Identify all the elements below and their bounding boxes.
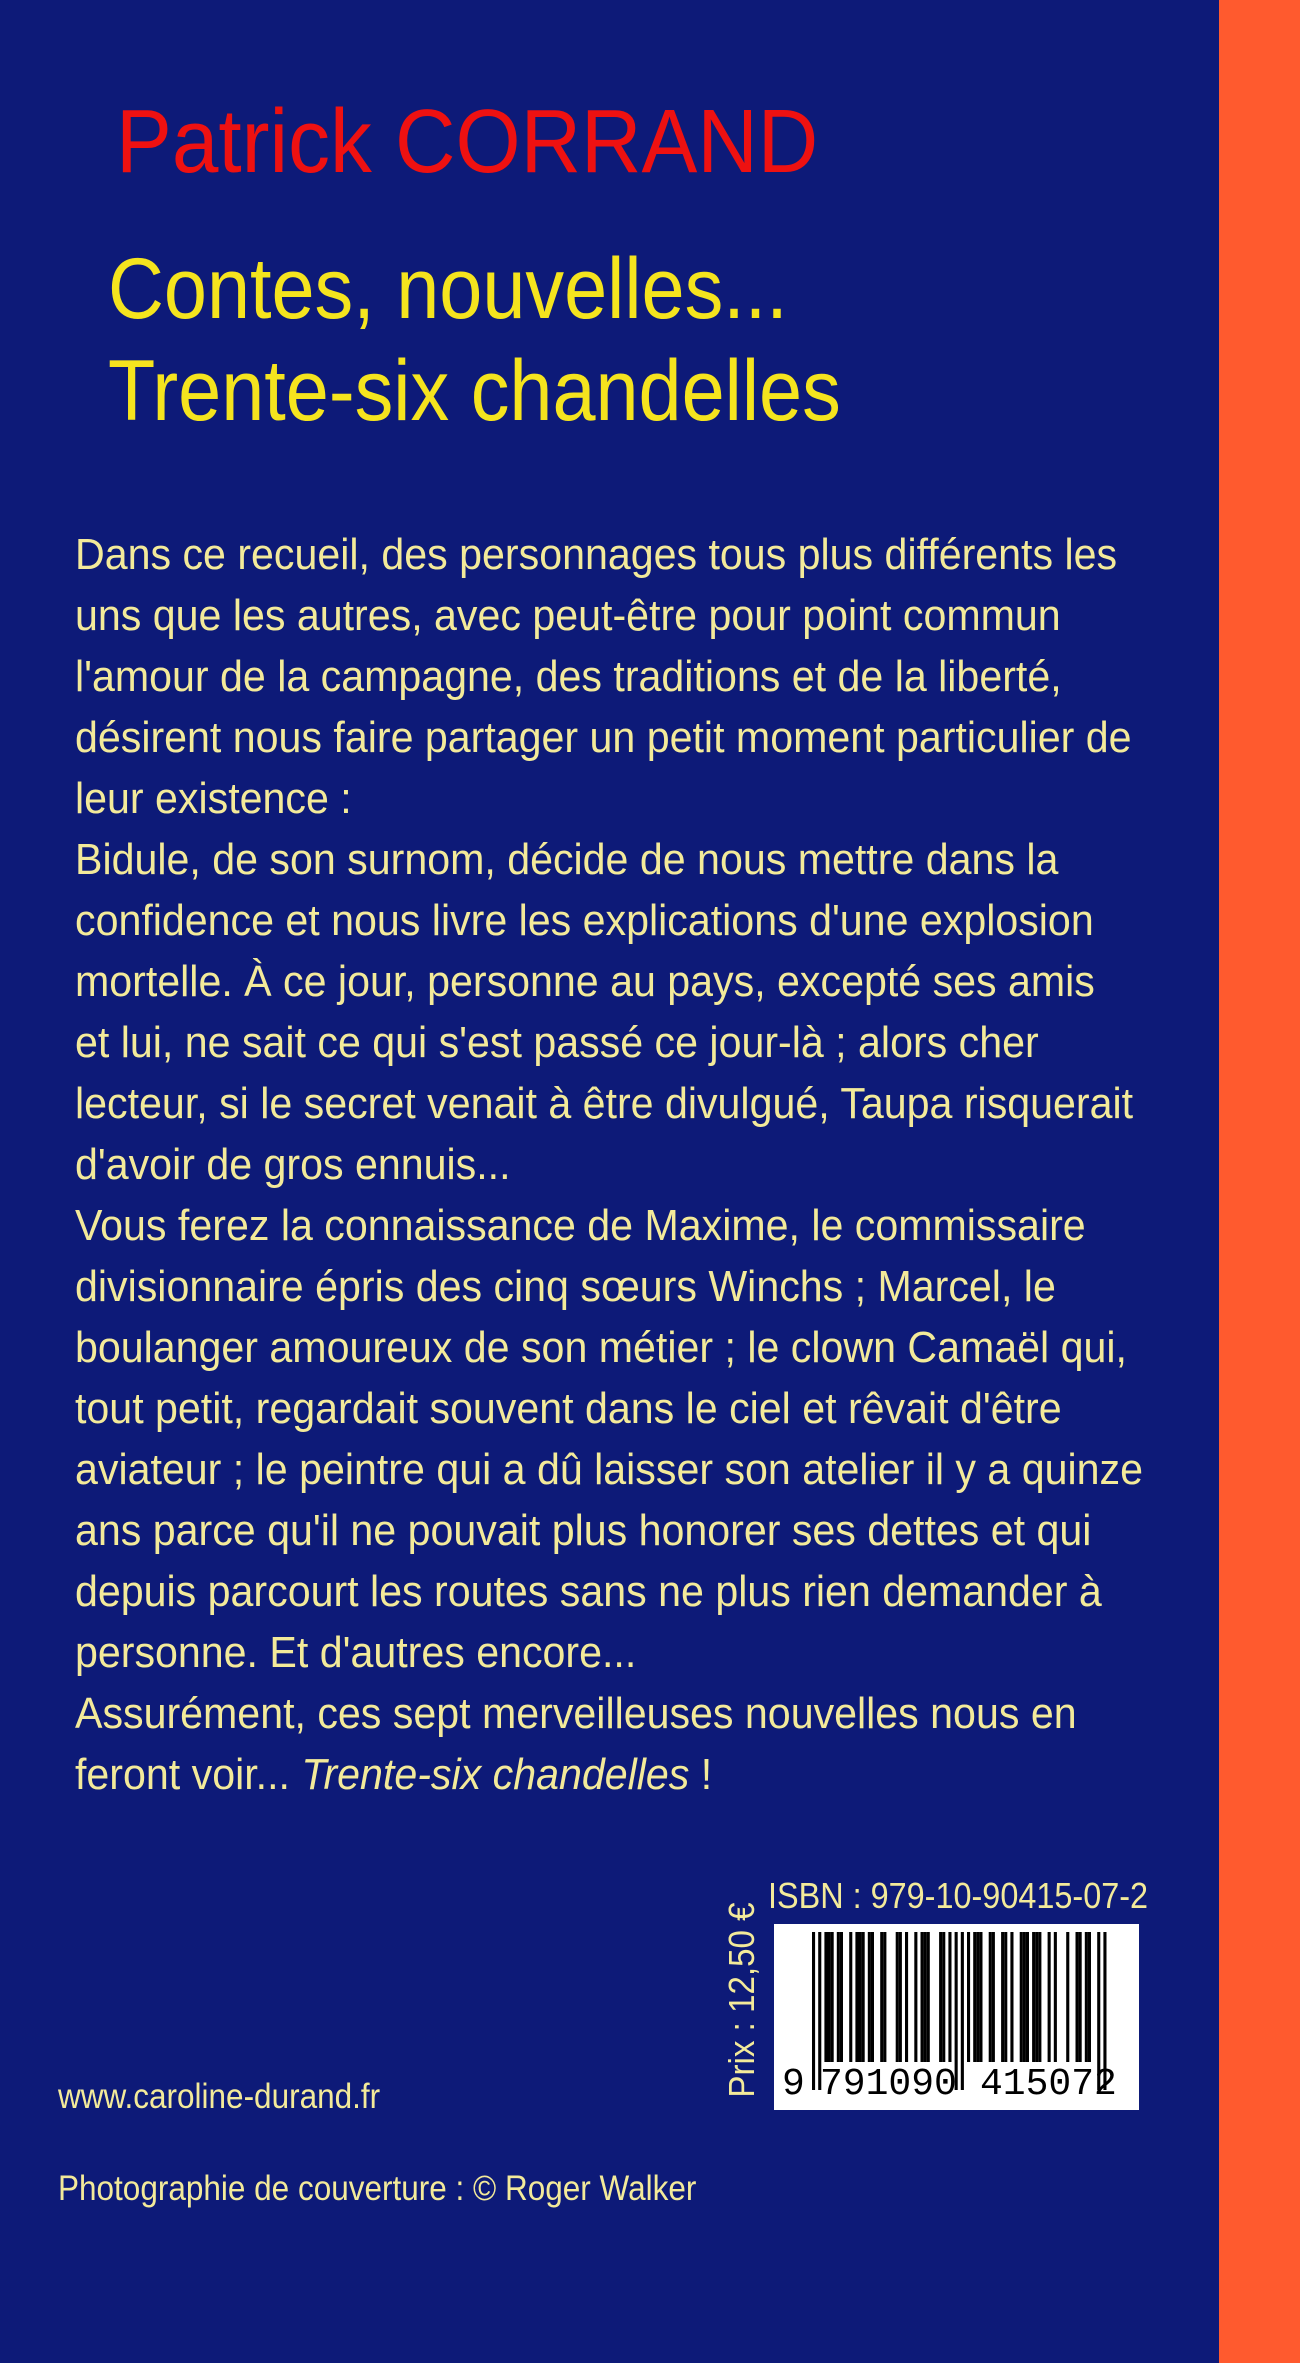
- barcode-bar: [837, 1932, 840, 2062]
- barcode-bar: [1079, 1932, 1082, 2062]
- blurb-line: leur existence :: [75, 774, 352, 823]
- barcode-bar: [1048, 1932, 1051, 2062]
- barcode-bar: [1038, 1932, 1041, 2062]
- author-name: Patrick CORRAND: [116, 92, 819, 192]
- title-line: Trente-six chandelles: [108, 343, 841, 439]
- blurb-closing-line: [75, 1744, 1169, 1805]
- barcode-bar: [921, 1932, 924, 2062]
- blurb-line: personne. Et d'autres encore...: [75, 1628, 637, 1677]
- title-line: Contes, nouvelles...: [108, 241, 788, 337]
- book-title: [108, 238, 841, 442]
- barcode-bar: [840, 1932, 843, 2062]
- closing-exclamation: !: [689, 1750, 713, 1799]
- barcode-bar: [1020, 1932, 1023, 2062]
- barcode-bar: [1085, 1932, 1088, 2062]
- blurb-line: Assurément, ces sept merveilleuses nouvelles nous en: [75, 1689, 1077, 1738]
- barcode-bar: [880, 1932, 883, 2062]
- barcode-bar: [828, 1932, 831, 2062]
- blurb-line: confidence et nous livre les explications d'une explosion: [75, 896, 1094, 945]
- blurb-line: Bidule, de son surnom, décide de nous mettre dans la: [75, 835, 1059, 884]
- blurb-line: Vous ferez la connaissance de Maxime, le commissaire: [75, 1201, 1086, 1250]
- barcode-bar: [1066, 1932, 1069, 2062]
- barcode-bar: [868, 1932, 871, 2062]
- photo-credit: Photographie de couverture : © Roger Walker: [58, 2169, 697, 2208]
- barcode-bar: [859, 1932, 862, 2062]
- barcode-bar: [976, 1932, 979, 2062]
- barcode-digits: [774, 2062, 1139, 2108]
- barcode-bar: [896, 1932, 899, 2062]
- price-label: Prix : 12,50 €: [721, 1902, 762, 2098]
- barcode-bar: [989, 1932, 992, 2062]
- barcode-bar: [849, 1932, 852, 2062]
- barcode-bar: [1026, 1932, 1029, 2062]
- barcode-bar: [967, 1932, 970, 2062]
- publisher-website[interactable]: www.caroline-durand.fr: [58, 2077, 381, 2116]
- blurb-line: d'avoir de gros ennuis...: [75, 1140, 511, 1189]
- isbn-label: ISBN : 979-10-90415-07-2: [768, 1875, 1149, 1916]
- blurb-line: désirent nous faire partager un petit moment particulier de: [75, 713, 1132, 762]
- barcode-bar: [914, 1932, 917, 2062]
- blurb-line: lecteur, si le secret venait à être divulgué, Taupa risquerait: [75, 1079, 1134, 1128]
- back-cover-blurb: [75, 524, 1169, 1805]
- blurb-line: depuis parcourt les routes sans ne plus rien demander à: [75, 1567, 1102, 1616]
- barcode-bar: [871, 1932, 874, 2062]
- barcode-right-group: 415072: [980, 2063, 1117, 2106]
- barcode-bar: [992, 1932, 995, 2062]
- blurb-line: mortelle. À ce jour, personne au pays, excepté ses amis: [75, 957, 1095, 1006]
- barcode-bar: [1035, 1932, 1038, 2062]
- barcode-bar: [1023, 1932, 1026, 2062]
- barcode-bar: [1010, 1932, 1013, 2062]
- barcode-bar: [1088, 1932, 1091, 2062]
- blurb-line: divisionnaire épris des cinq sœurs Winchs ; Marcel, le: [75, 1262, 1056, 1311]
- barcode-bar: [1054, 1932, 1057, 2062]
- blurb-line: Dans ce recueil, des personnages tous plus différents les: [75, 530, 1118, 579]
- barcode-bar: [973, 1932, 976, 2062]
- barcode-bar: [948, 1932, 951, 2062]
- barcode-bar: [1004, 1932, 1007, 2062]
- barcode-bar: [924, 1932, 927, 2062]
- blurb-line: uns que les autres, avec peut-être pour point commun: [75, 591, 1061, 640]
- spine-strip: [1219, 0, 1300, 2363]
- barcode-bar: [1032, 1932, 1035, 2062]
- barcode-bar: [824, 1932, 827, 2062]
- blurb-line: ans parce qu'il ne pouvait plus honorer ses dettes et qui: [75, 1506, 1092, 1555]
- barcode-bar: [939, 1932, 942, 2062]
- barcode-bar: [862, 1932, 865, 2062]
- blurb-line: boulanger amoureux de son métier ; le clown Camaël qui,: [75, 1323, 1127, 1372]
- barcode-bar: [1076, 1932, 1079, 2062]
- barcode-bar: [899, 1932, 902, 2062]
- blurb-line: et lui, ne sait ce qui s'est passé ce jour-là ; alors cher: [75, 1018, 1039, 1067]
- barcode-bar: [883, 1932, 886, 2062]
- barcode-left-group: 791090: [820, 2063, 957, 2106]
- blurb-line: l'amour de la campagne, des traditions et de la liberté,: [75, 652, 1062, 701]
- closing-title-italic: Trente-six chandelles: [301, 1750, 690, 1799]
- barcode-first-digit: 9: [782, 2063, 805, 2106]
- barcode-bar: [855, 1932, 858, 2062]
- barcode-bar: [942, 1932, 945, 2062]
- barcode-bar: [905, 1932, 908, 2062]
- barcode-bar: [927, 1932, 930, 2062]
- blurb-line: tout petit, regardait souvent dans le ciel et rêvait d'être: [75, 1384, 1062, 1433]
- ean13-barcode: [774, 1924, 1139, 2110]
- barcode-bar: [831, 1932, 834, 2062]
- barcode-bar: [979, 1932, 982, 2062]
- closing-text: feront voir...: [75, 1750, 302, 1799]
- blurb-line: aviateur ; le peintre qui a dû laisser son atelier il y a quinze: [75, 1445, 1143, 1494]
- barcode-bar: [1001, 1932, 1004, 2062]
